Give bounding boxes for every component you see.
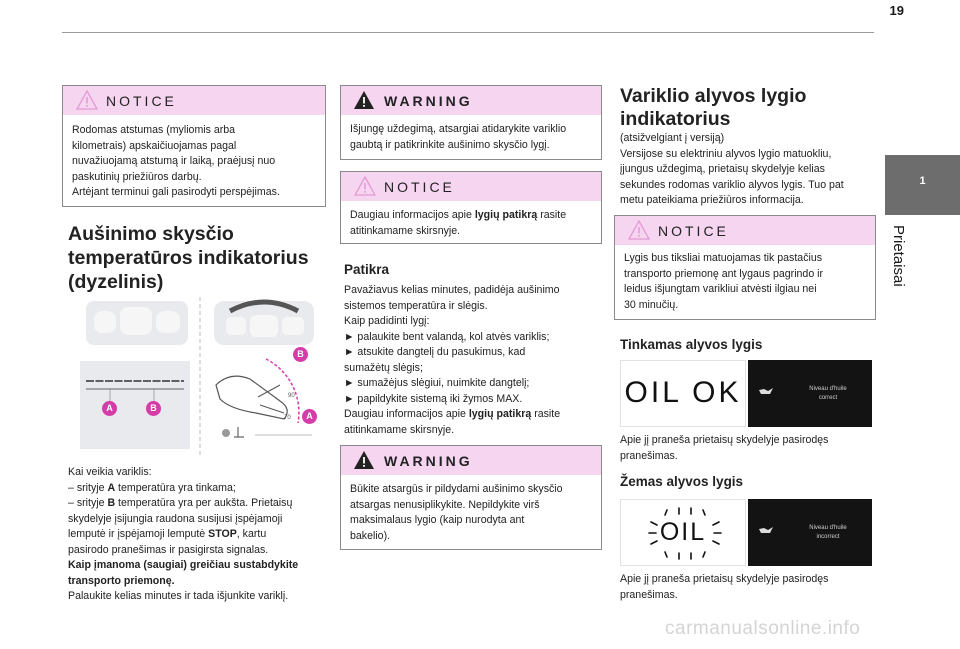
heading-line: (dyzelinis) — [68, 271, 164, 293]
body-line-bold: transporto priemonę. — [68, 574, 175, 587]
warning-header — [341, 86, 601, 115]
oil-intro — [620, 131, 878, 209]
warning-box-2 — [340, 445, 602, 550]
bullet-line: ► atsukite dangtelį du pasukimus, kad — [344, 346, 526, 358]
oil-low-display — [620, 499, 872, 566]
notice-line: Daugiau informacijos apie lygių patikrą rasite — [350, 209, 567, 221]
coolant-heading — [68, 222, 328, 294]
top-rule — [62, 32, 874, 33]
oil-ok-heading: Tinkamas alyvos lygis — [620, 337, 763, 352]
heading-line: temperatūros indikatorius — [68, 247, 309, 269]
notice-line: Lygis bus tiksliai matuojamas tik pastačius — [624, 252, 823, 264]
heading-line: Variklio alyvos lygio — [620, 85, 807, 107]
notice-line: nuvažiuojamą atstumą ir laiką, praėjusį nuo — [72, 155, 276, 167]
warning-box-1 — [340, 85, 602, 160]
notice-header — [63, 86, 325, 115]
check-heading: Patikra — [344, 262, 390, 277]
body-line: pasirodo pranešimas ir pasigirsta signalas. — [68, 543, 269, 556]
watermark[interactable]: carmanualsonline.info — [665, 618, 861, 639]
warning-body — [341, 115, 601, 161]
notice-header — [341, 172, 601, 201]
oil-ok-display — [620, 360, 872, 427]
callout-b-bar: B — [146, 401, 161, 416]
body-line: Kai veikia variklis: — [68, 466, 152, 478]
notice-box-2 — [340, 171, 602, 244]
body-line: sumažėtų slėgis; — [344, 361, 423, 374]
oil-ok-message-panel — [748, 360, 872, 427]
callout-a-round: A — [302, 409, 317, 424]
notice-body — [615, 245, 875, 321]
oil-level-heading — [620, 85, 880, 131]
body-line: Palaukite kelias minutes ir tada išjunkite variklį. — [68, 590, 289, 602]
warning-title: WARNING — [384, 453, 473, 469]
oil-can-icon — [758, 525, 774, 535]
intro-line: (atsižvelgiant į versiją) — [620, 132, 725, 144]
oil-can-icon — [758, 386, 774, 396]
notice-line: 30 minučių. — [624, 298, 679, 311]
notice-body — [341, 201, 601, 247]
warning-triangle-icon — [353, 450, 375, 470]
caption-line: Apie jį praneša prietaisų skydelyje pasirodęs — [620, 573, 829, 585]
warning-line: Išjungę uždegimą, atsargiai atidarykite variklio — [350, 123, 567, 135]
body-line: lemputė ir įspėjamoji lemputė STOP, kartu — [68, 528, 267, 540]
warning-header — [341, 446, 601, 475]
body-line: Kaip padidinti lygį: — [344, 315, 430, 327]
body-line-bold: Kaip įmanoma (saugiai) greičiau sustabdykite — [68, 559, 299, 571]
notice-title: NOTICE — [384, 179, 455, 195]
warning-line: gaubtą ir patikrinkite aušinimo skysčio lygį. — [350, 138, 550, 151]
notice-header — [615, 216, 875, 245]
body-line: skydelyje įsijungia raudona susijusi įspėjamoji — [68, 512, 283, 525]
oil-ok-msg-1: Niveau d'huile — [809, 386, 847, 392]
notice-line: atitinkamame skirsnyje. — [350, 224, 461, 237]
callout-a-bar: A — [102, 401, 117, 416]
notice-triangle-icon — [76, 90, 98, 110]
oil-ok-caption — [620, 433, 878, 464]
warning-body — [341, 475, 601, 552]
intro-line: Versijose su elektriniu alyvos lygio matuokliu, — [620, 147, 832, 160]
notice-box-1 — [62, 85, 326, 207]
chapter-title-text: Prietaisai — [890, 225, 907, 287]
bullet-line: ► papildykite sistemą iki žymos MAX. — [344, 392, 523, 405]
coolant-gauge-illustration — [80, 297, 320, 457]
callout-b-round: B — [293, 347, 308, 362]
caption-line: Apie jį praneša prietaisų skydelyje pasirodęs — [620, 434, 829, 446]
oil-ok-screen — [620, 360, 746, 427]
intro-line: metu pateikiama priežiūros informacija. — [620, 194, 804, 206]
page-number: 19 — [889, 3, 904, 18]
warning-title: WARNING — [384, 93, 473, 109]
caption-line: pranešimas. — [620, 449, 678, 462]
bullet-line: ► sumažėjus slėgiui, nuimkite dangtelį; — [344, 377, 530, 389]
oil-low-screen — [620, 499, 746, 566]
heading-line: Aušinimo skysčio — [68, 223, 234, 245]
warning-line: Būkite atsargūs ir pildydami aušinimo skysčio — [350, 483, 563, 495]
warning-triangle-icon — [353, 90, 375, 110]
check-body — [344, 283, 602, 438]
oil-ok-text: OIL OK — [624, 376, 742, 409]
notice-title: NOTICE — [658, 223, 729, 239]
gauge-70-label: 70 — [284, 415, 291, 421]
body-line: atitinkamame skirsnyje. — [344, 423, 455, 436]
notice-line: Rodomas atstumas (myliomis arba — [72, 124, 236, 136]
notice-line: paskutinių priežiūros darbų. — [72, 170, 202, 183]
bar-gauge-panel — [80, 361, 190, 449]
intro-line: įjungus uždegimą, prietaisų skydelyje kelias — [620, 163, 825, 175]
chapter-number: 1 — [919, 175, 926, 187]
notice-line: leidus išjungtam varikliui atvėsti ilgiau nei — [624, 283, 817, 295]
intro-line: sekundes rodomas variklio alyvos lygis. Tuo pat — [620, 178, 844, 191]
notice-line: Artėjant terminui gali pasirodyti perspėjimas. — [72, 186, 280, 198]
notice-title: NOTICE — [106, 93, 177, 109]
notice-box-3 — [614, 215, 876, 320]
heading-line: indikatorius — [620, 108, 731, 130]
caption-line: pranešimas. — [620, 588, 678, 601]
warning-line: atsargas nenusiplikykite. Nepildykite virš — [350, 498, 540, 511]
warning-line: maksimalaus lygio (kaip nurodyta ant — [350, 514, 525, 526]
notice-triangle-icon — [628, 220, 650, 240]
oil-low-text: OIL — [659, 518, 707, 546]
notice-line: transporto priemonę ant lygaus pagrindo ir — [624, 267, 824, 280]
body-line: – srityje B temperatūra yra per aukšta. Prietaisų — [68, 497, 293, 509]
gauge-90-label: 90 — [288, 393, 295, 399]
notice-line: kilometrais) apskaičiuojamas pagal — [72, 139, 237, 152]
oil-low-caption — [620, 572, 878, 603]
body-line: sistemos temperatūra ir slėgis. — [344, 299, 488, 312]
coolant-gauge-figure — [80, 297, 320, 457]
coolant-body — [68, 465, 330, 605]
body-line: Daugiau informacijos apie lygių patikrą rasite — [344, 408, 561, 420]
oil-low-message-panel — [748, 499, 872, 566]
oil-ok-msg-2: correct — [818, 395, 838, 401]
notice-body — [63, 115, 325, 209]
bullet-line: ► palaukite bent valandą, kol atvės variklis; — [344, 330, 550, 343]
body-line: – srityje A temperatūra yra tinkama; — [68, 481, 236, 494]
notice-triangle-icon — [354, 176, 376, 196]
body-line: Pavažiavus kelias minutes, padidėja aušinimo — [344, 284, 560, 296]
oil-low-msg-1: Niveau d'huile — [809, 525, 847, 531]
oil-low-msg-2: incorrect — [816, 534, 840, 540]
chapter-tab[interactable] — [885, 155, 960, 215]
chapter-title — [890, 225, 910, 295]
oil-low-heading: Žemas alyvos lygis — [620, 474, 744, 489]
warning-line: bakelio). — [350, 529, 391, 542]
